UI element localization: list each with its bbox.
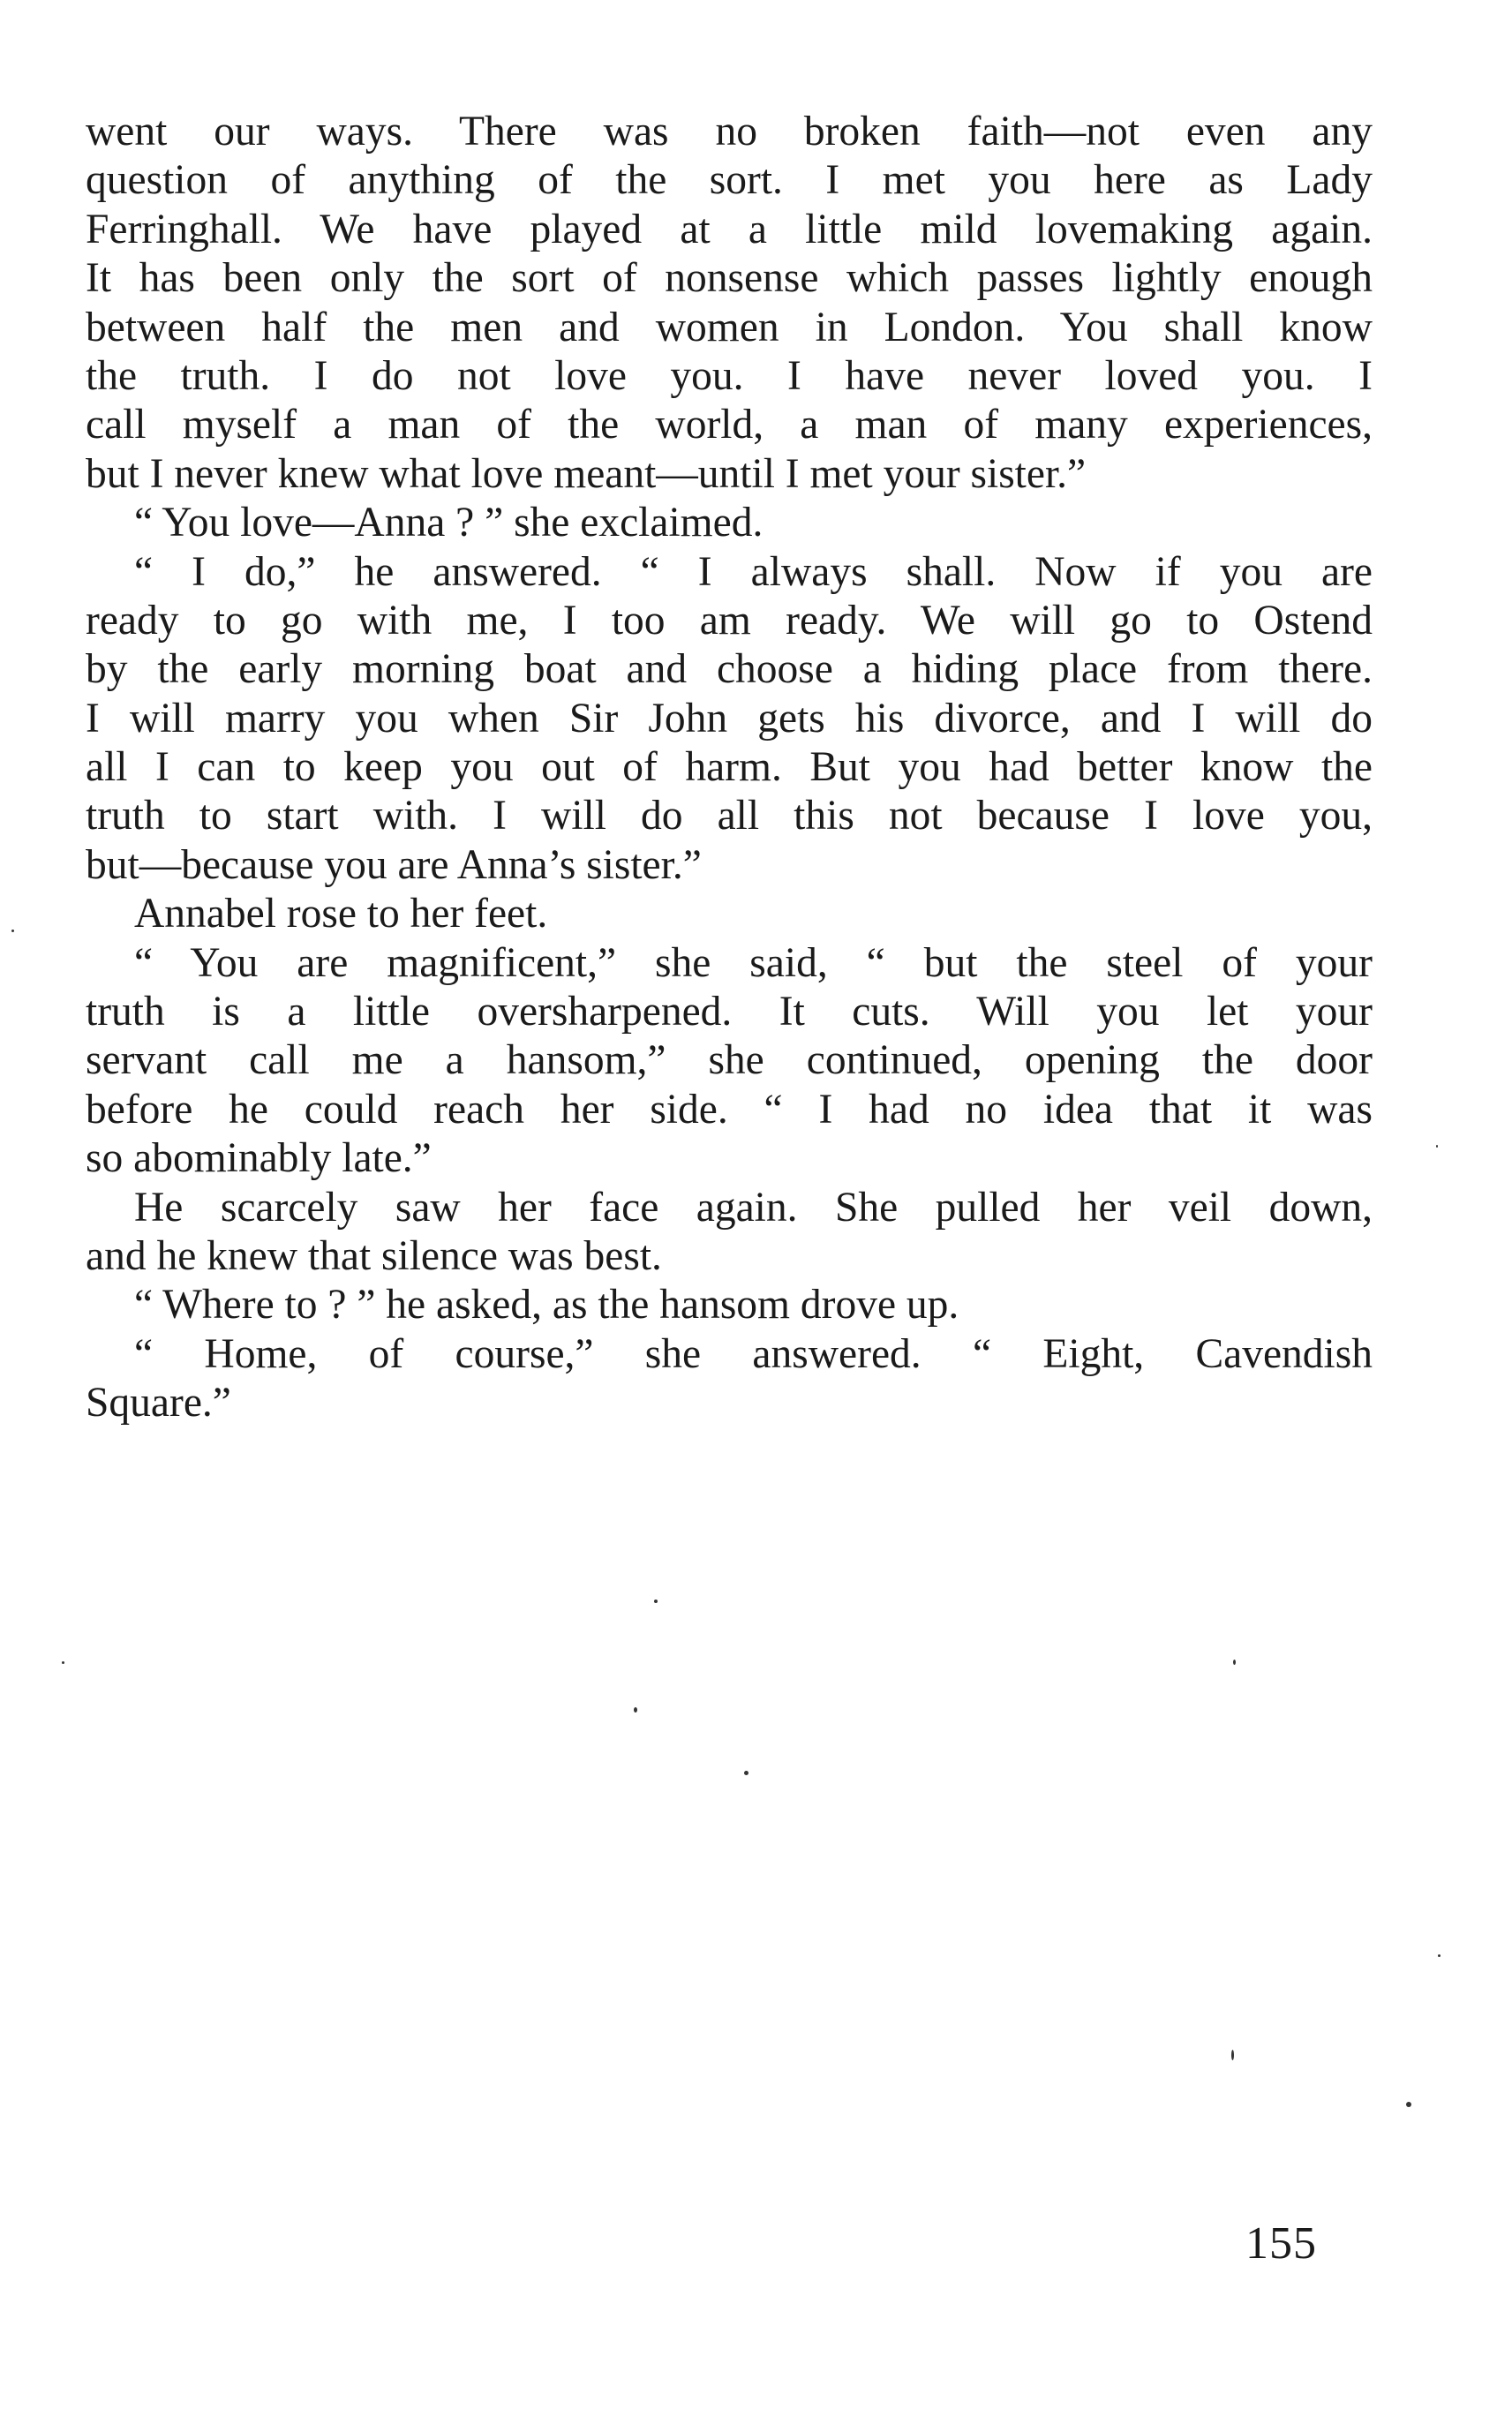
text-line: went our ways. There was no broken faith—not even any — [86, 109, 1373, 154]
text-line: the truth. I do not love you. I have never loved you. I — [86, 352, 1373, 399]
text-line: It has been only the sort of nonsense which passes lightly enough — [86, 255, 1373, 302]
text-line: so abominably late.” — [86, 1135, 432, 1182]
text-line: by the early morning boat and choose a hiding place from there. — [86, 646, 1373, 693]
text-line: truth is a little oversharpened. It cuts. Will you let your — [86, 989, 1373, 1035]
text-line: and he knew that silence was best. — [86, 1232, 662, 1279]
body-text — [86, 108, 1373, 1428]
text-line: question of anything of the sort. I met you here as Lady — [86, 157, 1373, 204]
text-line: Annabel rose to her feet. — [134, 891, 548, 937]
text-line: all I can to keep you out of harm. But you had better know the — [86, 744, 1373, 791]
text-line: between half the men and women in London. You shall know — [86, 304, 1373, 350]
text-line: “ You love—Anna ? ” she exclaimed. — [134, 500, 764, 546]
scan-speck — [1406, 2102, 1411, 2107]
text-line: He scarcely saw her face again. She pulled her veil down, — [134, 1184, 1373, 1231]
text-line: Ferringhall. We have played at a little mild lovemaking again. — [86, 206, 1373, 252]
text-line: Square.” — [86, 1380, 231, 1427]
scan-speck — [1436, 1145, 1438, 1148]
scan-speck — [634, 1707, 637, 1713]
scan-speck — [1231, 2050, 1234, 2060]
scan-speck — [62, 1661, 64, 1664]
text-line: call myself a man of the world, a man of many experiences, — [86, 402, 1373, 448]
text-line: before he could reach her side. “ I had no idea that it was — [86, 1086, 1373, 1133]
scan-speck — [654, 1600, 658, 1603]
text-line: “ Where to ? ” he asked, as the hansom drove up. — [134, 1282, 959, 1329]
page-number: 155 — [1245, 2218, 1317, 2269]
scan-speck — [744, 1771, 748, 1775]
text-line: but I never knew what love meant—until I met your sister.” — [86, 450, 1087, 497]
text-line: but—because you are Anna’s sister.” — [86, 841, 702, 888]
scan-speck — [1233, 1660, 1236, 1665]
scan-speck — [11, 930, 14, 932]
text-line: “ Home, of course,” she answered. “ Eight, Cavendish — [134, 1330, 1373, 1377]
text-line: servant call me a hansom,” she continued, opening the door — [86, 1037, 1373, 1084]
text-line: ready to go with me, I too am ready. We will go to Ostend — [86, 597, 1373, 644]
text-line: truth to start with. I will do all this not because I love you, — [86, 793, 1373, 839]
scan-speck — [1438, 1954, 1441, 1957]
text-line: “ You are magnificent,” she said, “ but the steel of your — [134, 939, 1373, 986]
text-line: “ I do,” he answered. “ I always shall. Now if you are — [134, 548, 1373, 595]
text-line: I will marry you when Sir John gets his divorce, and I will do — [86, 695, 1373, 742]
